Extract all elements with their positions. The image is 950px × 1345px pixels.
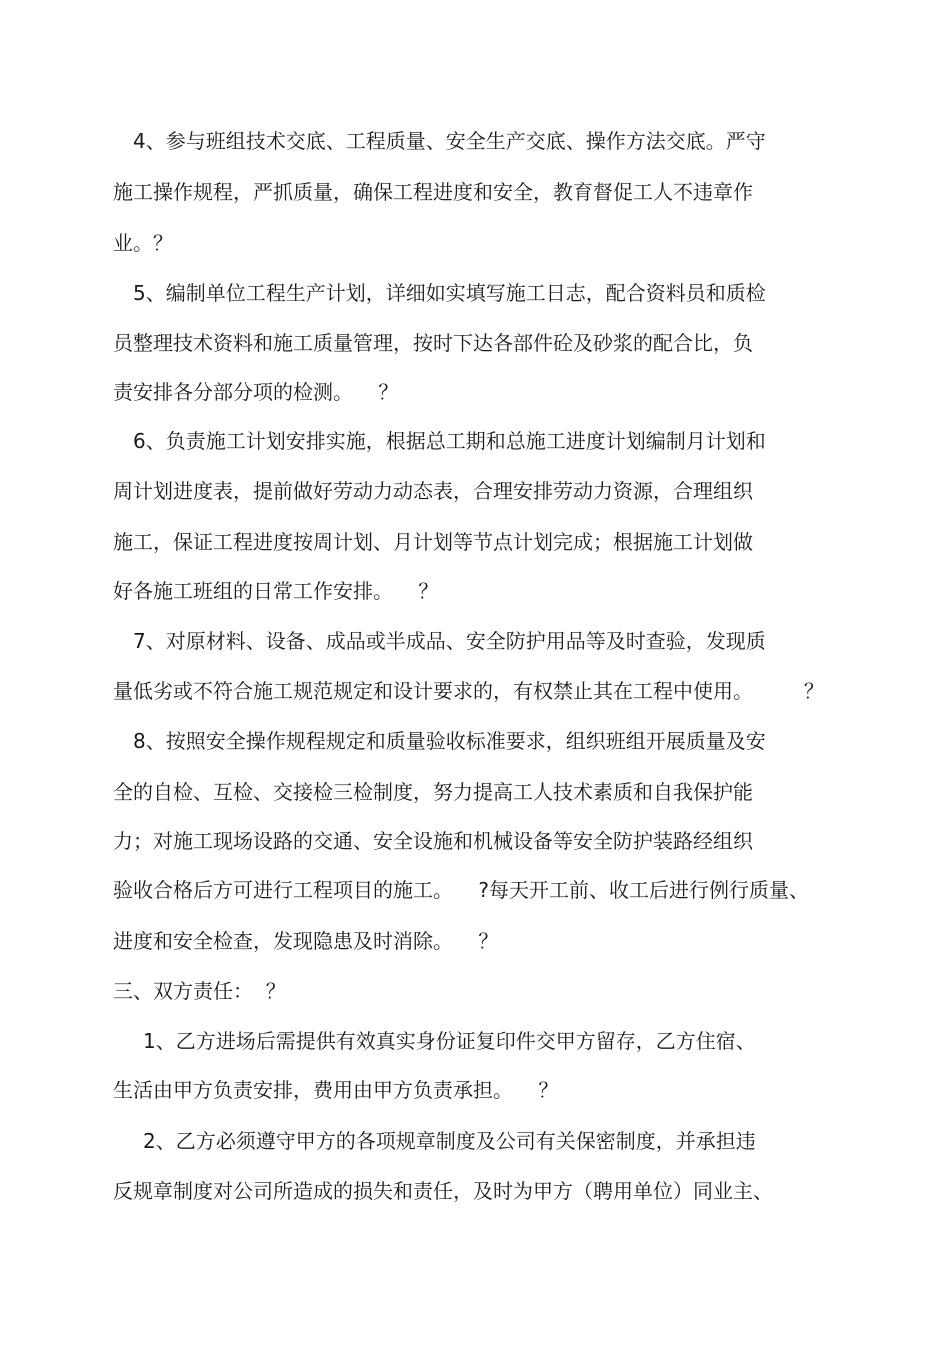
text-line-duty-1: 1、乙方进场后需提供有效真实身份证复印件交甲方留存，乙方住宿、 (143, 1029, 756, 1053)
text-line: 生活由甲方负责安排，费用由甲方负责承担。 ？ (113, 1078, 559, 1102)
text-line-duty-2: 2、乙方必须遵守甲方的各项规章制度及公司有关保密制度，并承担违 (143, 1129, 756, 1153)
text-line: 施工，保证工程进度按周计划、月计划等节点计划完成；根据施工计划做 (113, 530, 753, 554)
text-line: 力；对施工现场设路的交通、安全设施和机械设备等安全防护装路经组织 (113, 829, 753, 853)
text-line: 周计划进度表，提前做好劳动力动态表，合理安排劳动力资源，合理组织 (113, 479, 753, 503)
text-line: 进度和安全检查，发现隐患及时消除。 ？ (113, 929, 499, 953)
text-line: 施工操作规程，严抓质量，确保工程进度和安全，教育督促工人不违章作 (113, 180, 753, 204)
text-line-item-8: 8、按照安全操作规程规定和质量验收标准要求，组织班组开展质量及安 (133, 729, 766, 753)
text-line-item-5: 5、编制单位工程生产计划，详细如实填写施工日志，配合资料员和质检 (133, 281, 766, 305)
text-line: 业。？ (113, 231, 173, 255)
text-line: 好各施工班组的日常工作安排。 ？ (113, 579, 439, 603)
text-line: 员整理技术资料和施工质量管理，按时下达各部件砼及砂浆的配合比，负 (113, 331, 753, 355)
section-heading-3: 三、双方责任： ？ (113, 979, 286, 1003)
text-line: 验收合格后方可进行工程项目的施工。 ?每天开工前、收工后进行例行质量、 (113, 878, 810, 902)
text-line: 量低劣或不符合施工规范规定和设计要求的，有权禁止其在工程中使用。 ？ (113, 679, 824, 703)
text-line: 责安排各分部分项的检测。 ？ (113, 380, 399, 404)
text-line-item-6: 6、负责施工计划安排实施，根据总工期和总施工进度计划编制月计划和 (133, 429, 766, 453)
text-line-item-4: 4、参与班组技术交底、工程质量、安全生产交底、操作方法交底。严守 (133, 129, 766, 153)
text-line: 全的自检、互检、交接检三检制度，努力提高工人技术素质和自我保护能 (113, 780, 753, 804)
text-line: 反规章制度对公司所造成的损失和责任，及时为甲方（聘用单位）同业主、 (113, 1179, 773, 1203)
text-line-item-7: 7、对原材料、设备、成品或半成品、安全防护用品等及时查验，发现质 (133, 629, 766, 653)
